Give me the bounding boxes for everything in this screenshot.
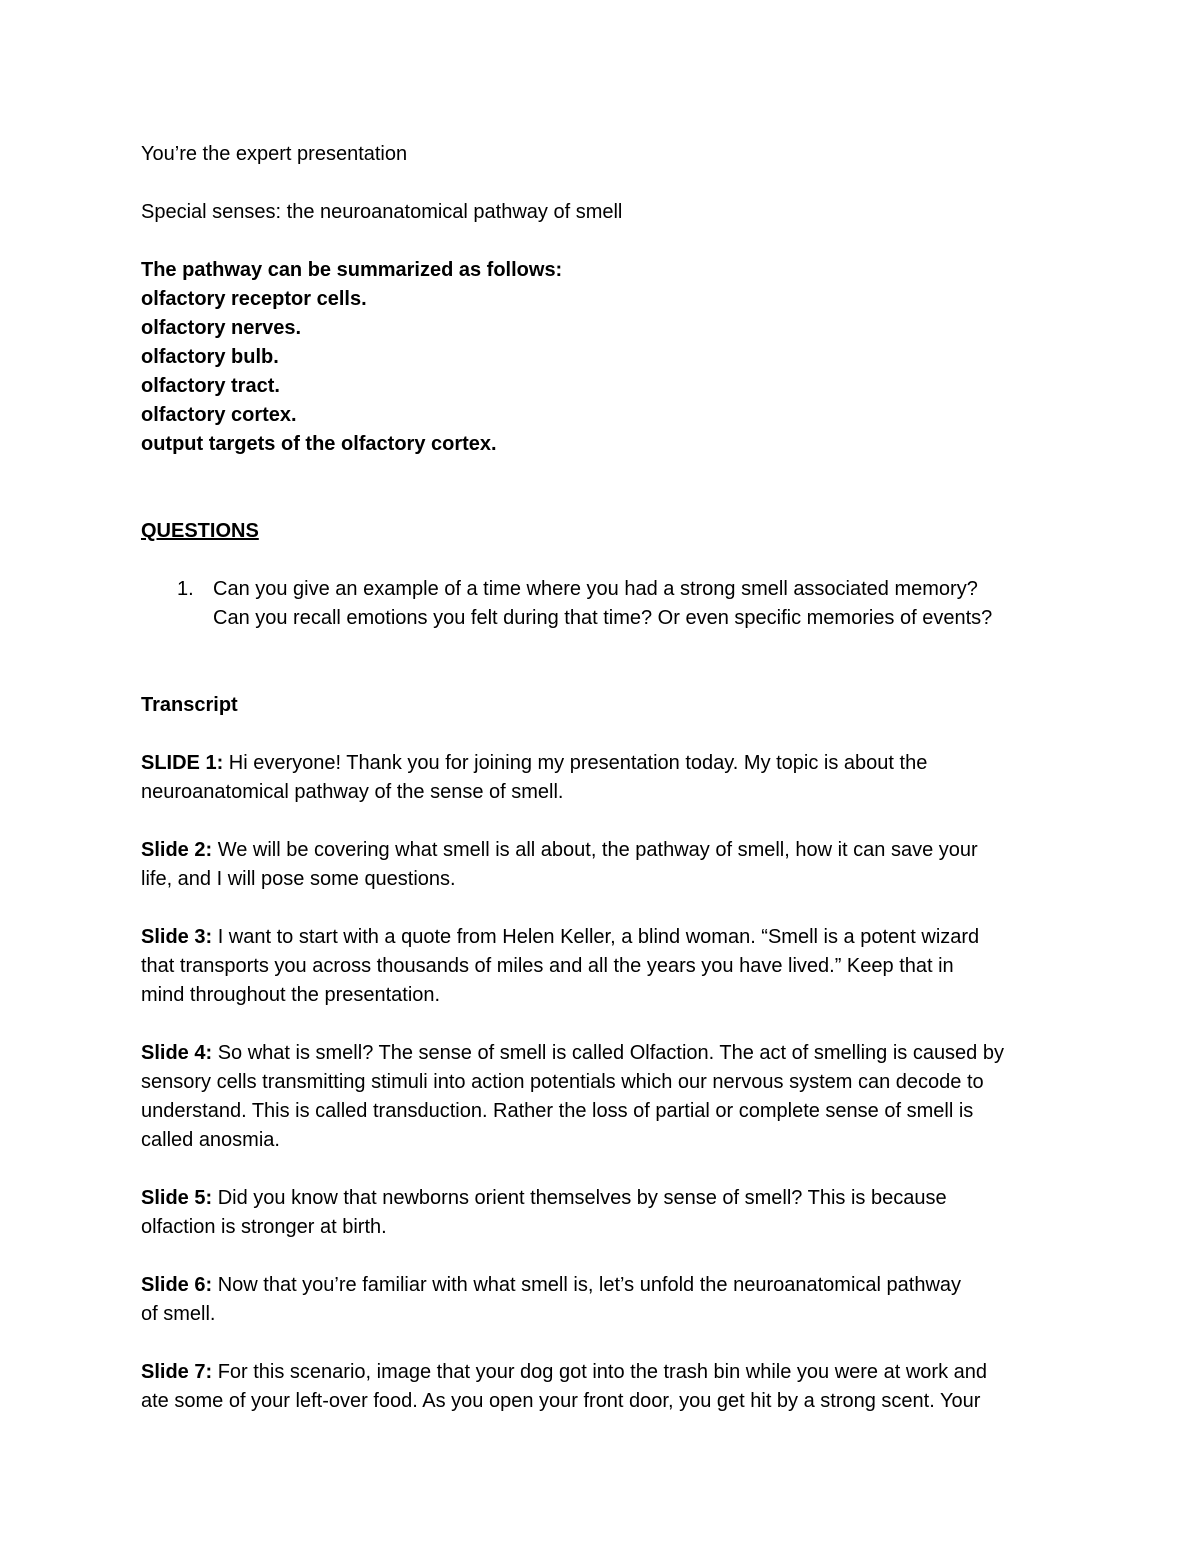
summary-step: olfactory nerves. (141, 317, 302, 339)
slide-line: Now that you’re familiar with what smell is, let’s unfold the neuroanatomical pathway (212, 1274, 962, 1296)
slide-line: understand. This is called transduction. Rather the loss of partial or complete sense of smell is (141, 1100, 974, 1122)
slide-line: We will be covering what smell is all about, the pathway of smell, how it can save your (212, 839, 978, 861)
slide-label: Slide 5: (141, 1187, 213, 1209)
slide-line: Did you know that newborns orient themselves by sense of smell? This is because (212, 1187, 947, 1209)
spacer (141, 1010, 1076, 1039)
spacer (141, 720, 1076, 749)
summary-intro: The pathway can be summarized as follows: (141, 259, 563, 281)
slide-line: I want to start with a quote from Helen Keller, a blind woman. “Smell is a potent wizard (212, 926, 980, 948)
transcript-section (141, 691, 1076, 1416)
slide-line: Hi everyone! Thank you for joining my presentation today. My topic is about the (223, 752, 928, 774)
spacer (141, 546, 1076, 575)
slide-paragraph (141, 923, 1076, 1010)
spacer (141, 1242, 1076, 1271)
slide-label: Slide 2: (141, 839, 213, 861)
question-line: Can you recall emotions you felt during that time? Or even specific memories of events? (213, 607, 993, 629)
slide-label: SLIDE 1: (141, 752, 224, 774)
transcript-heading: Transcript (141, 694, 238, 716)
slide-line: So what is smell? The sense of smell is called Olfaction. The act of smelling is caused by (212, 1042, 1004, 1064)
questions-section (141, 517, 1076, 633)
slide-paragraph (141, 1358, 1076, 1416)
slide-line: called anosmia. (141, 1129, 280, 1151)
question-line: Can you give an example of a time where you had a strong smell associated memory? (213, 578, 978, 600)
slide-paragraph (141, 1184, 1076, 1242)
spacer (141, 633, 1076, 691)
questions-list (141, 575, 1076, 633)
spacer (141, 894, 1076, 923)
document-subtitle: Special senses: the neuroanatomical pathway of smell (141, 201, 623, 223)
spacer (141, 459, 1076, 517)
slide-paragraph (141, 1039, 1076, 1155)
slide-line: neuroanatomical pathway of the sense of smell. (141, 781, 564, 803)
slide-paragraph (141, 836, 1076, 894)
slide-label: Slide 6: (141, 1274, 213, 1296)
slide-line: mind throughout the presentation. (141, 984, 441, 1006)
slide-line: For this scenario, image that your dog got into the trash bin while you were at work and (212, 1361, 987, 1383)
slide-paragraph (141, 1271, 1076, 1329)
summary-step: olfactory cortex. (141, 404, 297, 426)
slide-line: of smell. (141, 1303, 216, 1325)
slide-line: that transports you across thousands of miles and all the years you have lived.” Keep that in (141, 955, 954, 977)
spacer (141, 1329, 1076, 1358)
document-title: You’re the expert presentation (141, 143, 408, 165)
slide-line: olfaction is stronger at birth. (141, 1216, 387, 1238)
pathway-summary (141, 256, 1076, 459)
slide-label: Slide 7: (141, 1361, 213, 1383)
questions-heading: QUESTIONS (141, 520, 259, 542)
slide-label: Slide 4: (141, 1042, 213, 1064)
slide-line: sensory cells transmitting stimuli into action potentials which our nervous system can decode to (141, 1071, 984, 1093)
summary-step: output targets of the olfactory cortex. (141, 433, 497, 455)
spacer (141, 227, 1076, 256)
document-page (141, 140, 1076, 1416)
summary-step: olfactory tract. (141, 375, 280, 397)
spacer (141, 1155, 1076, 1184)
question-text (213, 575, 1076, 633)
summary-step: olfactory bulb. (141, 346, 279, 368)
slide-line: ate some of your left-over food. As you open your front door, you get hit by a strong scent. Your (141, 1390, 981, 1412)
spacer (141, 807, 1076, 836)
question-item (141, 575, 1076, 633)
summary-step: olfactory receptor cells. (141, 288, 367, 310)
slide-label: Slide 3: (141, 926, 213, 948)
spacer (141, 169, 1076, 198)
slide-line: life, and I will pose some questions. (141, 868, 456, 890)
question-number: 1. (177, 578, 194, 600)
slide-paragraph (141, 749, 1076, 807)
